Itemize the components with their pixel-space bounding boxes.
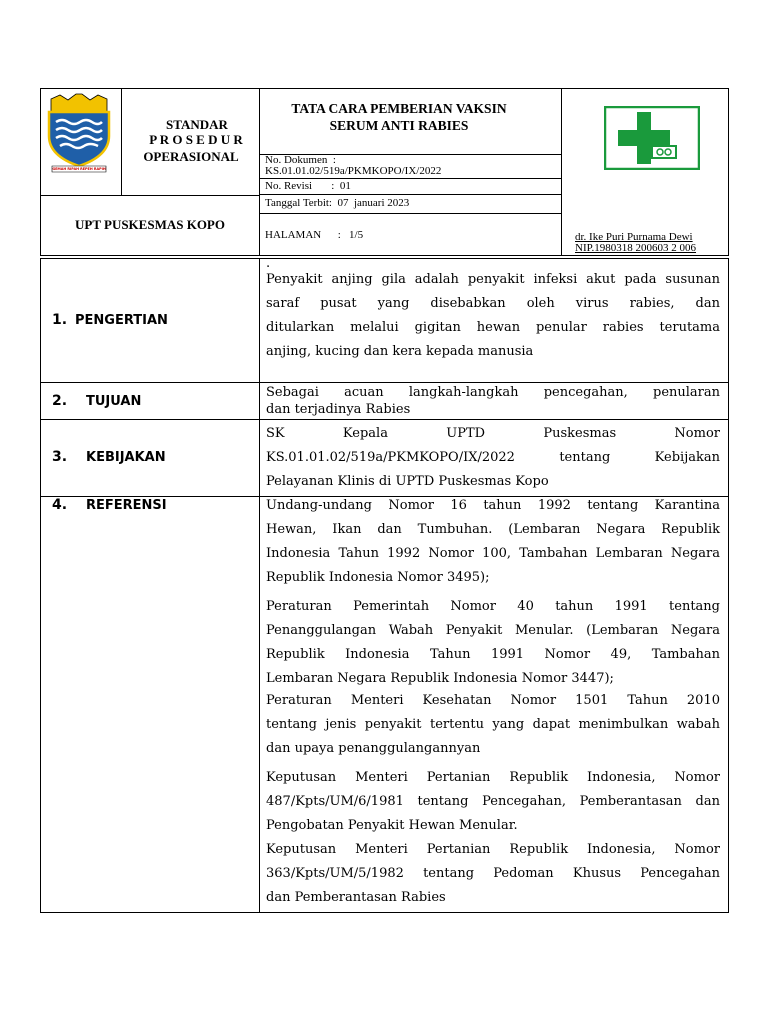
no-revisi: No. Revisi : 01 (265, 180, 351, 192)
text-line: saraf pusat yang disebabkan oleh virus rabies, dan (266, 296, 720, 311)
section-number-kebijakan: 3. (52, 449, 68, 465)
header-row-line-4 (259, 213, 561, 214)
header-border-top (40, 88, 729, 89)
text-line: Keputusan Menteri Pertanian Republik Indonesia, Nomor (266, 842, 720, 857)
text-line: Sebagai acuan langkah-langkah pencegahan, penularan (266, 385, 720, 400)
referensi-item-2 (266, 595, 720, 691)
tujuan-text (266, 384, 720, 418)
header-divider-logo (121, 88, 122, 195)
pengertian-dot: . (266, 256, 271, 271)
body-row-line-2 (40, 419, 729, 420)
puskesmas-logo (604, 106, 700, 170)
section-label-pengertian: PENGERTIAN (75, 313, 168, 328)
text-line: dan terjadinya Rabies (266, 402, 411, 417)
pengertian-text (266, 268, 720, 364)
city-logo (44, 92, 114, 174)
text-line: Indonesia Tahun 1992 Nomor 100, Tambahan Lembaran Negara (266, 546, 720, 561)
section-number-tujuan: 2. (52, 393, 68, 409)
section-label-tujuan: TUJUAN (86, 394, 142, 409)
text-line: dan Pemberantasan Rabies (266, 890, 446, 905)
header-divider-right (561, 88, 562, 256)
text-line: ditularkan melalui gigitan hewan penular rabies terutama (266, 320, 720, 335)
text-line: dan upaya penanggulangannyan (266, 741, 481, 756)
text-line: KS.01.01.02/519a/PKMKOPO/IX/2022 tentang Kebijakan (266, 450, 720, 465)
body-border-bottom (40, 912, 729, 913)
referensi-item-3 (266, 689, 720, 761)
text-line: 363/Kpts/UM/5/1982 tentang Pedoman Khusus Pencegahan (266, 866, 720, 881)
tanggal-terbit: Tanggal Terbit: 07 januari 2023 (265, 197, 410, 209)
header-border-bottom (40, 255, 729, 256)
org-name: UPT PUSKESMAS KOPO (74, 217, 225, 232)
body-border-top (40, 258, 729, 259)
text-line: Hewan, Ikan dan Tumbuhan. (Lembaran Negara Republik (266, 522, 720, 537)
header-row-line-left (40, 195, 260, 196)
signer-name: dr. Ike Puri Purnama Dewi (575, 231, 693, 243)
section-label-kebijakan: KEBIJAKAN (86, 450, 166, 465)
sop-label-line1: STANDAR (166, 117, 228, 132)
referensi-item-4 (266, 766, 720, 838)
text-line: Keputusan Menteri Pertanian Republik Indonesia, Nomor (266, 770, 720, 785)
kebijakan-text (266, 422, 720, 494)
body-border-right (728, 258, 729, 913)
logo-motto: GEMAH RIPAH REPEH RAPIH (52, 167, 106, 171)
signer-nip: NIP.1980318 200603 2 006 (575, 242, 697, 254)
text-line: Penyakit anjing gila adalah penyakit infeksi akut pada susunan (266, 272, 720, 287)
doc-title-line2: SERUM ANTI RABIES (329, 118, 469, 133)
halaman: HALAMAN : 1/5 (265, 229, 364, 241)
sop-label-line2: P R O S E D U R (149, 132, 243, 147)
body-border-left (40, 258, 41, 913)
referensi-item-1 (266, 494, 720, 590)
header-row-line-3 (259, 194, 561, 195)
text-line: Penanggulangan Wabah Penyakit Menular. (Lembaran Negara (266, 623, 720, 638)
text-line: Pelayanan Klinis di UPTD Puskesmas Kopo (266, 474, 549, 489)
text-line: SK Kepala UPTD Puskesmas Nomor (266, 426, 720, 441)
text-line: Republik Indonesia Tahun 1991 Nomor 49, Tambahan (266, 647, 720, 662)
sop-label-line3: OPERASIONAL (143, 149, 239, 164)
text-line: tentang jenis penyakit tertentu yang dapat menimbulkan wabah (266, 717, 720, 732)
referensi-item-5 (266, 838, 720, 910)
body-divider-mid (259, 258, 260, 913)
text-line: Peraturan Pemerintah Nomor 40 tahun 1991 tentang (266, 599, 720, 614)
header-row-line-2 (259, 178, 561, 179)
no-dokumen-label: No. Dokumen : (265, 154, 336, 166)
text-line: Pengobatan Penyakit Hewan Menular. (266, 818, 518, 833)
text-line: Undang-undang Nomor 16 tahun 1992 tentang Karantina (266, 498, 720, 513)
section-number-pengertian: 1. (52, 312, 68, 328)
header-border-right (728, 88, 729, 256)
text-line: anjing, kucing dan kera kepada manusia (266, 344, 534, 359)
text-line: Republik Indonesia Nomor 3495); (266, 570, 490, 585)
no-dokumen-value: KS.01.01.02/519a/PKMKOPO/IX/2022 (265, 165, 442, 177)
text-line: 487/Kpts/UM/6/1981 tentang Pencegahan, Pemberantasan dan (266, 794, 720, 809)
section-label-referensi: REFERENSI (86, 498, 167, 513)
section-number-referensi: 4. (52, 497, 68, 513)
doc-title-line1: TATA CARA PEMBERIAN VAKSIN (291, 101, 507, 116)
text-line: Peraturan Menteri Kesehatan Nomor 1501 Tahun 2010 (266, 693, 720, 708)
text-line: Lembaran Negara Republik Indonesia Nomor 3447); (266, 671, 614, 686)
body-row-line-1 (40, 382, 729, 383)
